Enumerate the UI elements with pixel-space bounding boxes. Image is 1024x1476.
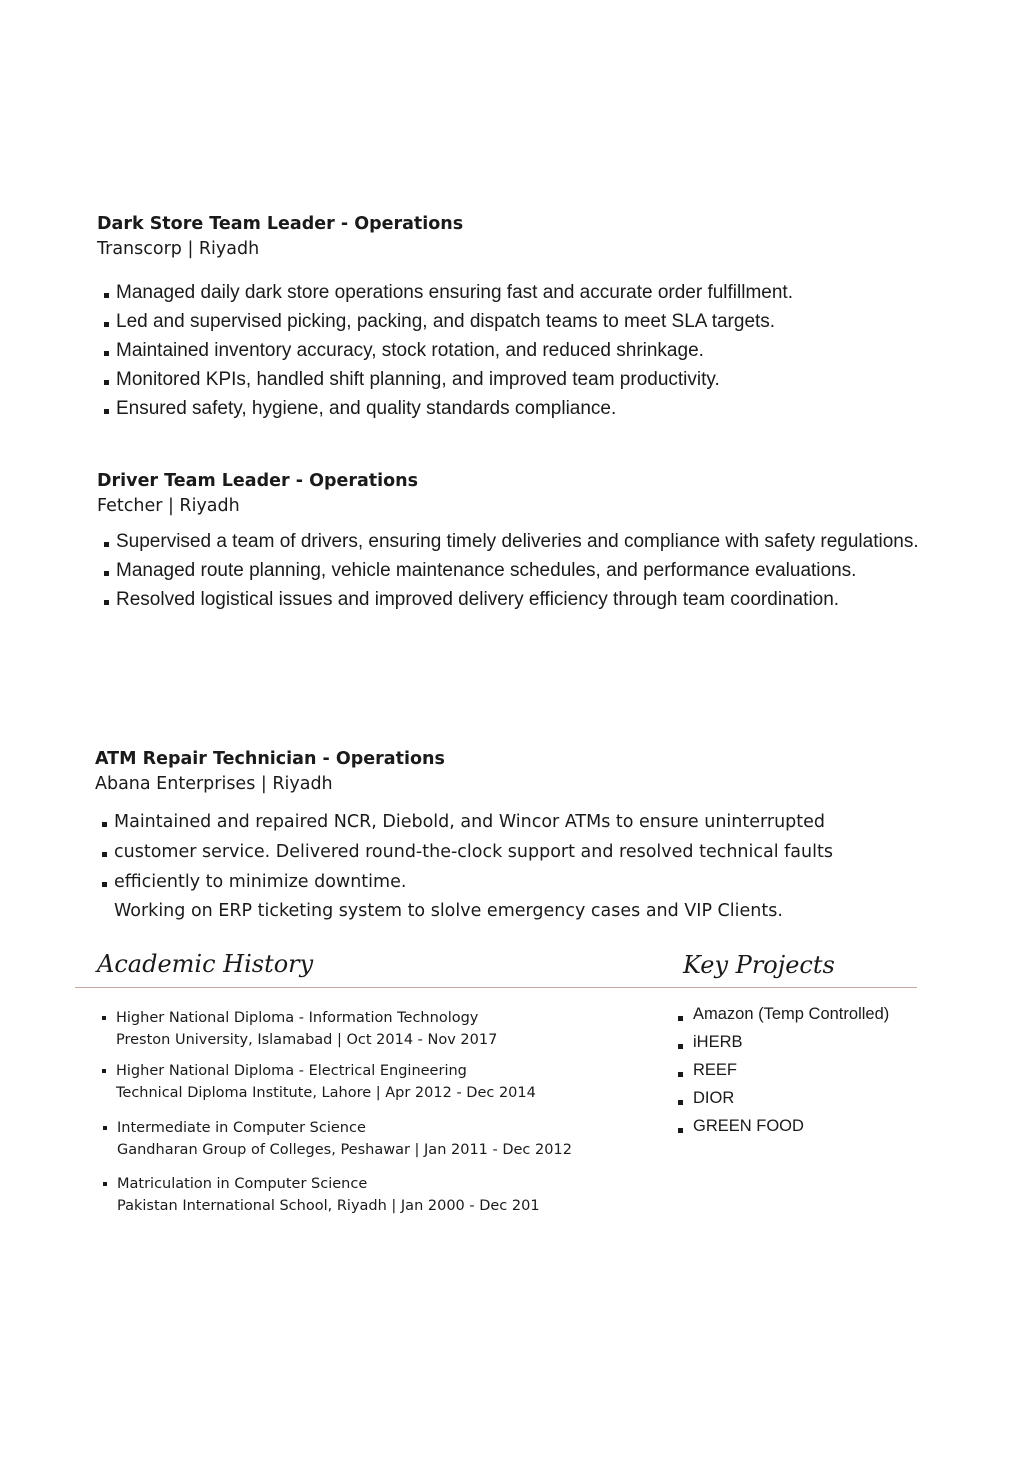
job-title: Driver Team Leader - Operations xyxy=(97,471,419,491)
job-title: ATM Repair Technician - Operations xyxy=(95,749,445,769)
bullet-icon xyxy=(102,822,107,827)
bullet: Managed daily dark store operations ensuring fast and accurate order fulfillment. xyxy=(97,278,927,307)
bullet: Maintained inventory accuracy, stock rotation, and reduced shrinkage. xyxy=(97,336,927,365)
education-item: Matriculation in Computer Science Pakistan International School, Riyadh | Jan 2000 - Dec 201 xyxy=(103,1173,663,1217)
bullet-icon xyxy=(678,1100,683,1105)
job-bullets xyxy=(97,527,927,614)
project-item: Amazon (Temp Controlled) xyxy=(678,1000,889,1028)
bullet: Led and supervised picking, packing, and dispatch teams to meet SLA targets. xyxy=(97,307,927,336)
bullet-icon xyxy=(102,1069,106,1073)
bullet-icon xyxy=(104,600,109,605)
bullet: customer service. Delivered round-the-clock support and resolved technical faults xyxy=(95,837,925,867)
job-bullets xyxy=(95,807,925,897)
job-company: Fetcher | Riyadh xyxy=(97,496,240,516)
project-item: GREEN FOOD xyxy=(678,1112,889,1140)
key-projects-heading: Key Projects xyxy=(683,951,835,979)
bullet-icon xyxy=(103,1126,107,1130)
bullet: efficiently to minimize downtime. xyxy=(95,867,925,897)
bullet-icon xyxy=(678,1044,683,1049)
project-item: REEF xyxy=(678,1056,889,1084)
academic-history-heading: Academic History xyxy=(97,950,314,978)
projects-list xyxy=(678,1000,889,1140)
job-note: Working on ERP ticketing system to slolve emergency cases and VIP Clients. xyxy=(114,901,783,921)
job-entry xyxy=(97,469,927,614)
job-entry xyxy=(97,212,927,423)
bullet-icon xyxy=(104,542,109,547)
bullet: Maintained and repaired NCR, Diebold, and Wincor ATMs to ensure uninterrupted xyxy=(95,807,925,837)
bullet-icon xyxy=(102,852,107,857)
bullet-icon xyxy=(104,322,109,327)
section-divider xyxy=(75,987,917,988)
job-company: Transcorp | Riyadh xyxy=(97,239,260,259)
bullet-icon xyxy=(678,1128,683,1133)
bullet: Managed route planning, vehicle maintenance schedules, and performance evaluations. xyxy=(97,556,927,585)
bullet-icon xyxy=(104,351,109,356)
bullet-icon xyxy=(678,1016,683,1021)
job-entry xyxy=(95,747,925,926)
bullet-icon xyxy=(103,1182,107,1186)
bullet-icon xyxy=(678,1072,683,1077)
bullet-icon xyxy=(102,1016,106,1020)
bullet-icon xyxy=(104,571,109,576)
job-title: Dark Store Team Leader - Operations xyxy=(97,214,464,234)
bullet-icon xyxy=(104,409,109,414)
bullet: Resolved logistical issues and improved delivery efficiency through team coordination. xyxy=(97,585,927,614)
job-bullets xyxy=(97,278,927,423)
bullet: Monitored KPIs, handled shift planning, and improved team productivity. xyxy=(97,365,927,394)
bullet-icon xyxy=(104,293,109,298)
education-item: Intermediate in Computer Science Gandharan Group of Colleges, Peshawar | Jan 2011 - Dec 2012 xyxy=(103,1117,663,1161)
project-item: iHERB xyxy=(678,1028,889,1056)
bullet-icon xyxy=(102,882,107,887)
project-item: DIOR xyxy=(678,1084,889,1112)
bullet: Ensured safety, hygiene, and quality standards compliance. xyxy=(97,394,927,423)
bullet: Supervised a team of drivers, ensuring timely deliveries and compliance with safety regulations. xyxy=(97,527,927,556)
job-company: Abana Enterprises | Riyadh xyxy=(95,774,333,794)
education-item: Higher National Diploma - Information Technology Preston University, Islamabad | Oct 2014 - Nov 2017 xyxy=(102,1007,662,1051)
education-item: Higher National Diploma - Electrical Engineering Technical Diploma Institute, Lahore | Apr 2012 - Dec 2014 xyxy=(102,1060,662,1104)
bullet-icon xyxy=(104,380,109,385)
